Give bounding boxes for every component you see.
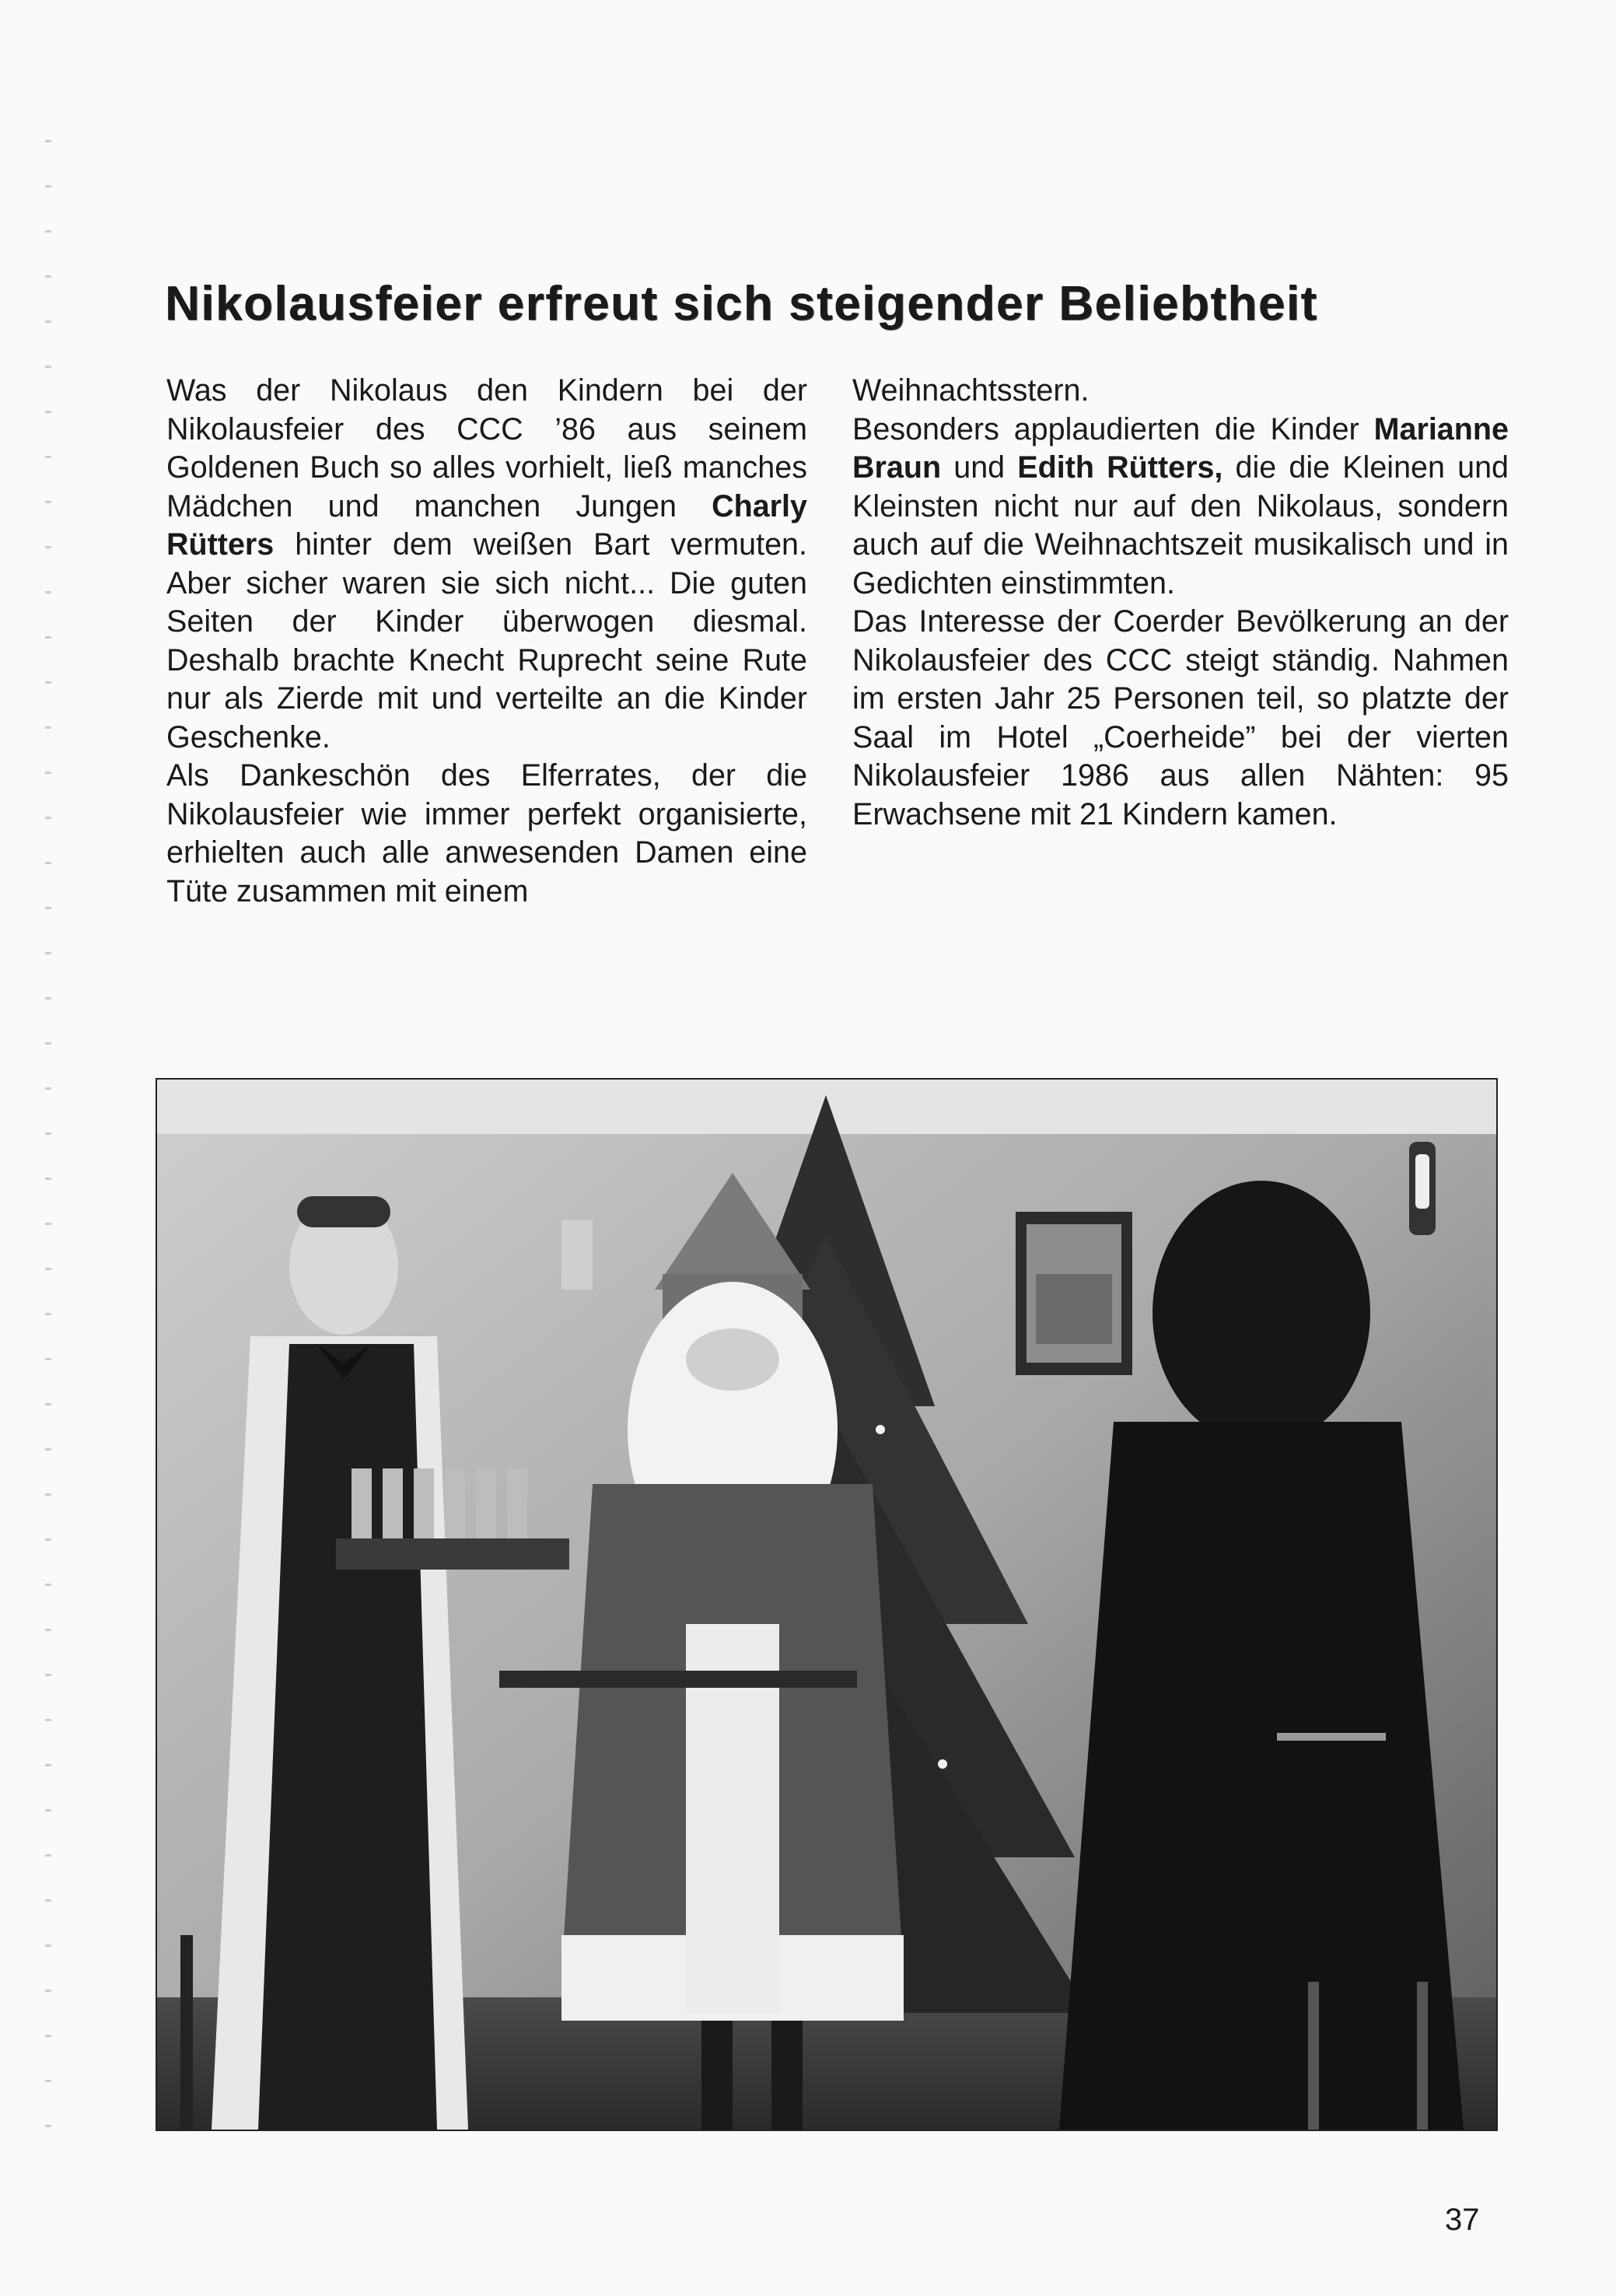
- paragraph-intro: Was der Nikolaus den Kindern bei der Nikolausfeier des CCC ’86 aus seinem Goldenen Buch so alles vorhielt, ließ manches Mädchen und manchen Jungen Charly Rütters hinter dem weißen Bart vermuten. Aber sicher waren sie sich nicht... Die guten Seiten der Kinder überwogen diesmal. Deshalb brachte Knecht Ruprecht seine Rute nur als Zierde mit und verteilte an die Kinder Geschenke.: [166, 373, 807, 754]
- article-column-right: [852, 372, 1509, 834]
- nikolaus-photo: [156, 1078, 1498, 2131]
- wall-picture: [1016, 1212, 1132, 1375]
- article-title: Nikolausfeier erfreut sich steigender Beliebtheit: [165, 277, 1318, 331]
- name-edith-ruetters: Edith Rütters,: [1017, 450, 1223, 485]
- name-marianne-braun: Marianne Braun: [852, 411, 1509, 485]
- paragraph-continuation: Weihnachtsstern.: [852, 373, 1090, 408]
- article-column-left: [166, 372, 807, 911]
- paragraph-interest: Das Interesse der Coerder Bevölkerung an der Nikolausfeier des CCC steigt ständig. Nahmen im ersten Jahr 25 Personen teil, so platzte der Saal im Hotel „Coerheide” bei der vierten Nikolausfeier 1986 aus allen Nähten: 95 Erwachsene mit 21 Kindern kamen.: [852, 604, 1509, 831]
- name-charly-ruetters: Charly Rütters: [166, 488, 807, 562]
- paragraph-dankeschoen: Als Dankeschön des Elferrates, der die Nikolausfeier wie immer perfekt organisierte, erhielten auch alle anwesenden Damen eine Tüte zusammen mit einem: [166, 758, 807, 908]
- page-number: 37: [1445, 2203, 1480, 2237]
- paragraph-applause: Besonders applaudierten die Kinder Marianne Braun und Edith Rütters, die die Kleinen und Kleinsten nicht nur auf den Nikolaus, sondern auch auf die Weihnachtszeit musikalisch und in Gedichten einstimmten.: [852, 411, 1509, 600]
- wall-lamp: [1409, 1142, 1436, 1235]
- binder-edge-marks: [45, 140, 51, 2162]
